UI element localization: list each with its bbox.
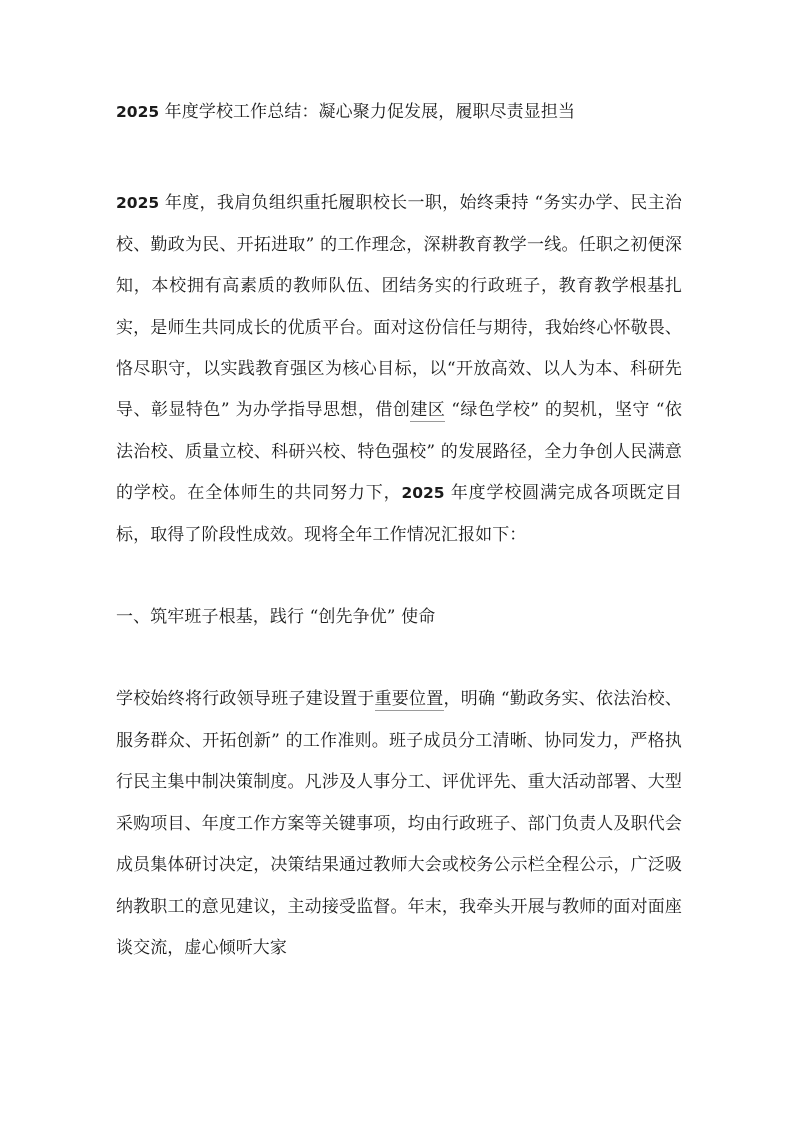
text-run: “绿色学校” 的契机，坚守 “依法治校、质量立校、科研兴校、特色强校” 的发展路径，全力争创人民满意的学校。在全体师生的共同努力下， [116, 400, 683, 504]
page-title [116, 92, 682, 133]
spacer-after-heading [116, 638, 682, 679]
text-run: 年度，我肩负组织重托履职校长一职，始终秉持 “务实办学、民主治校、勤政为民、开拓进取” 的工作理念，深耕教育教学一线。任职之初便深知，本校拥有高素质的教师队伍、团结务实的行政班子，教育教学根基扎实，是师生共同成长的优质平台。面对这份信任与期待，我始终心怀敬畏、恪尽职守，以实践教育强区为核心目标，以“开放高效、以人为本、科研先导、彰显特色” 为办学指导思想，借创 [116, 193, 682, 421]
text-run: ，明确 “勤政务实、依法治校、服务群众、开拓创新” 的工作准则。班子成员分工清晰、协同发力，严格执行民主集中制决策制度。凡涉及人事分工、评优评先、重大活动部署、大型采购项目、年度工作方案等关键事项，均由行政班子、部门负责人及职代会成员集体研讨决定，决策结果通过教师大会或校务公示栏全程公示，广泛吸纳教职工的意见建议，主动接受监督。年末，我牵头开展与教师的面对面座谈交流，虚心倾听大家 [116, 689, 682, 958]
underlined-text: 建区 [410, 400, 446, 421]
numeral-run: 2025 [116, 194, 160, 213]
text-run: 学校始终将行政领导班子建设置于 [116, 689, 375, 710]
numeral-run: 2025 [401, 484, 445, 503]
paragraph-section-one-body [116, 679, 682, 969]
numeral-run: 2025 [116, 103, 160, 121]
text-run: 年度学校工作总结：凝心聚力促发展，履职尽责显担当 [159, 102, 576, 122]
underlined-text: 重要位置 [374, 689, 444, 710]
text-run: 年度学校圆满完成各项既定目标，取得了阶段性成效。现将全年工作情况汇报如下： [116, 483, 682, 545]
spacer-before-heading [116, 556, 682, 597]
document-content [116, 92, 682, 969]
spacer-after-title [116, 133, 682, 183]
paragraph-intro [116, 183, 682, 556]
section-heading-one: 一、筑牢班子根基，践行 “创先争优” 使命 [116, 607, 436, 628]
